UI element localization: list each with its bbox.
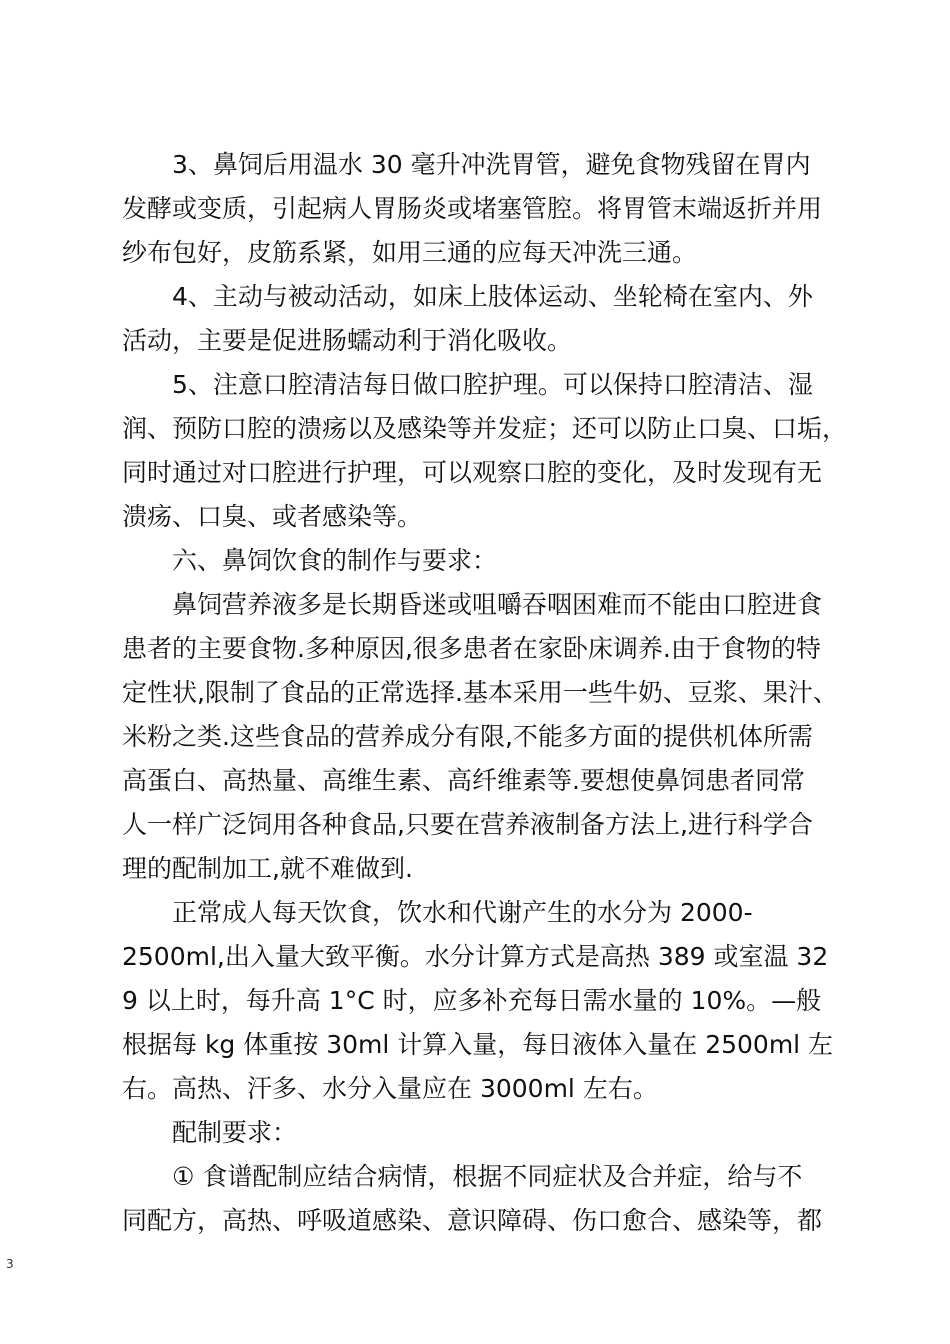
text-line: 理的配制加工,就不难做到. [122,854,413,883]
text-line: 人一样广泛饲用各种食品,只要在营养液制备方法上,进行科学合 [122,810,813,839]
text-line: 9 以上时，每升高 1°C 时，应多补充每日需水量的 10%。—般 [122,986,822,1015]
text-line: 患者的主要食物.多种原因,很多患者在家卧床调养.由于食物的特 [122,634,821,663]
text-line: 正常成人每天饮食，饮水和代谢产生的水分为 2000- [172,898,753,927]
text-line: 同配方，高热、呼吸道感染、意识障碍、伤口愈合、感染等，都 [122,1206,823,1235]
text-line: 右。高热、汗多、水分入量应在 3000ml 左右。 [122,1074,658,1103]
text-line: 米粉之类.这些食品的营养成分有限,不能多方面的提供机体所需 [122,722,813,751]
text-line: 纱布包好，皮筋系紧，如用三通的应每天冲洗三通。 [122,238,698,267]
text-line: 3、鼻饲后用温水 30 毫升冲洗胃管，避免食物残留在胃内 [172,150,811,179]
text-line: 发酵或变质，引起病人胃肠炎或堵塞管腔。将胃管末端返折并用 [122,194,823,223]
text-line: 5、注意口腔清洁每日做口腔护理。可以保持口腔清洁、湿 [172,370,813,399]
text-line: 润、预防口腔的溃疡以及感染等并发症；还可以防止口臭、口垢， [122,414,848,443]
text-line: 定性状,限制了食品的正常选择.基本采用一些牛奶、豆浆、果汁、 [122,678,838,707]
text-line: ① 食谱配制应结合病情，根据不同症状及合并症，给与不 [172,1162,803,1191]
text-line: 2500ml,出入量大致平衡。水分计算方式是高热 389 或室温 32 [122,942,829,971]
text-line: 4、主动与被动活动，如床上肢体运动、坐轮椅在室内、外 [172,282,813,311]
text-line: 溃疡、口臭、或者感染等。 [122,502,423,531]
text-line: 鼻饲营养液多是长期昏迷或咀嚼吞咽困难而不能由口腔进食 [172,590,823,619]
text-line: 同时通过对口腔进行护理，可以观察口腔的变化，及时发现有无 [122,458,823,487]
text-line: 高蛋白、高热量、高维生素、高纤维素等.要想使鼻饲患者同常 [122,766,805,795]
text-line: 活动，主要是促进肠蠕动利于消化吸收。 [122,326,573,355]
section-heading: 六、鼻饲饮食的制作与要求： [172,546,498,575]
section-heading: 配制要求： [172,1118,298,1147]
text-line: 根据每 kg 体重按 30ml 计算入量，每日液体入量在 2500ml 左 [122,1030,834,1059]
page-number: 3 [6,1257,14,1271]
